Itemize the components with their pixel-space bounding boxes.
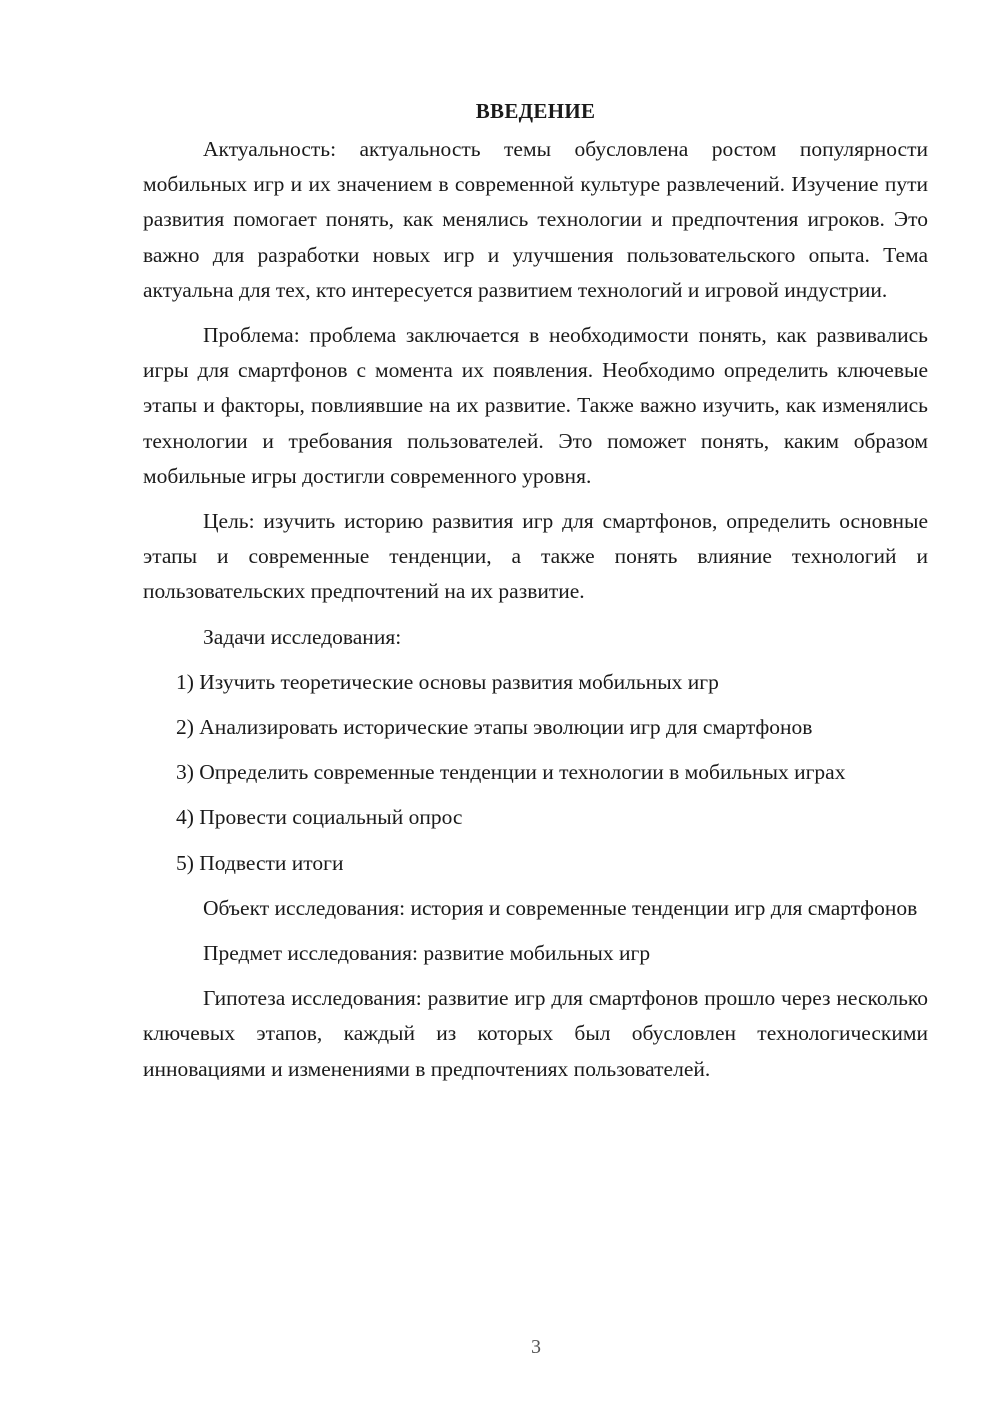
paragraph-tasks-heading: Задачи исследования: (203, 624, 402, 649)
task-item-5: 5) Подвести итоги (176, 850, 344, 875)
paragraph-subject: Предмет исследования: развитие мобильных игр (203, 941, 651, 966)
paragraph-relevance: Актуальность: актуальность темы обусловлена ростом популярности мобильных игр и их значением в современной культуре развлечений. Изучение пути развития помогает понять, как менялись технологии и предпочтения игроков. Это важно для разработки новых игр и улучшения пользовательского опыта. Тема актуальна для тех, кто интересуется развитием технологий и игровой индустрии. (143, 137, 928, 302)
task-item-3: 3) Определить современные тенденции и технологии в мобильных играх (176, 760, 846, 785)
task-item-1: 1) Изучить теоретические основы развития мобильных игр (176, 669, 719, 694)
paragraph-goal: Цель: изучить историю развития игр для смартфонов, определить основные этапы и современные тенденции, а также понять влияние технологий и пользовательских предпочтений на их развитие. (143, 509, 928, 604)
paragraph-problem: Проблема: проблема заключается в необходимости понять, как развивались игры для смартфонов с момента их появления. Необходимо определить ключевые этапы и факторы, повлиявшие на их развитие. Также важно изучить, как изменялись технологии и требования пользователей. Это поможет понять, каким образом мобильные игры достигли современного уровня. (143, 323, 928, 488)
task-item-2: 2) Анализировать исторические этапы эволюции игр для смартфонов (176, 715, 813, 740)
page-content (143, 96, 928, 1097)
section-title: ВВЕДЕНИЕ (475, 99, 596, 123)
paragraph-hypothesis: Гипотеза исследования: развитие игр для смартфонов прошло через несколько ключевых этапов, каждый из которых был обусловлен технологическими инновациями и изменениями в предпочтениях пользователей. (143, 986, 928, 1081)
paragraph-object: Объект исследования: история и современные тенденции игр для смартфонов (203, 895, 918, 920)
task-item-4: 4) Провести социальный опрос (176, 805, 463, 830)
page-number: 3 (531, 1336, 541, 1358)
